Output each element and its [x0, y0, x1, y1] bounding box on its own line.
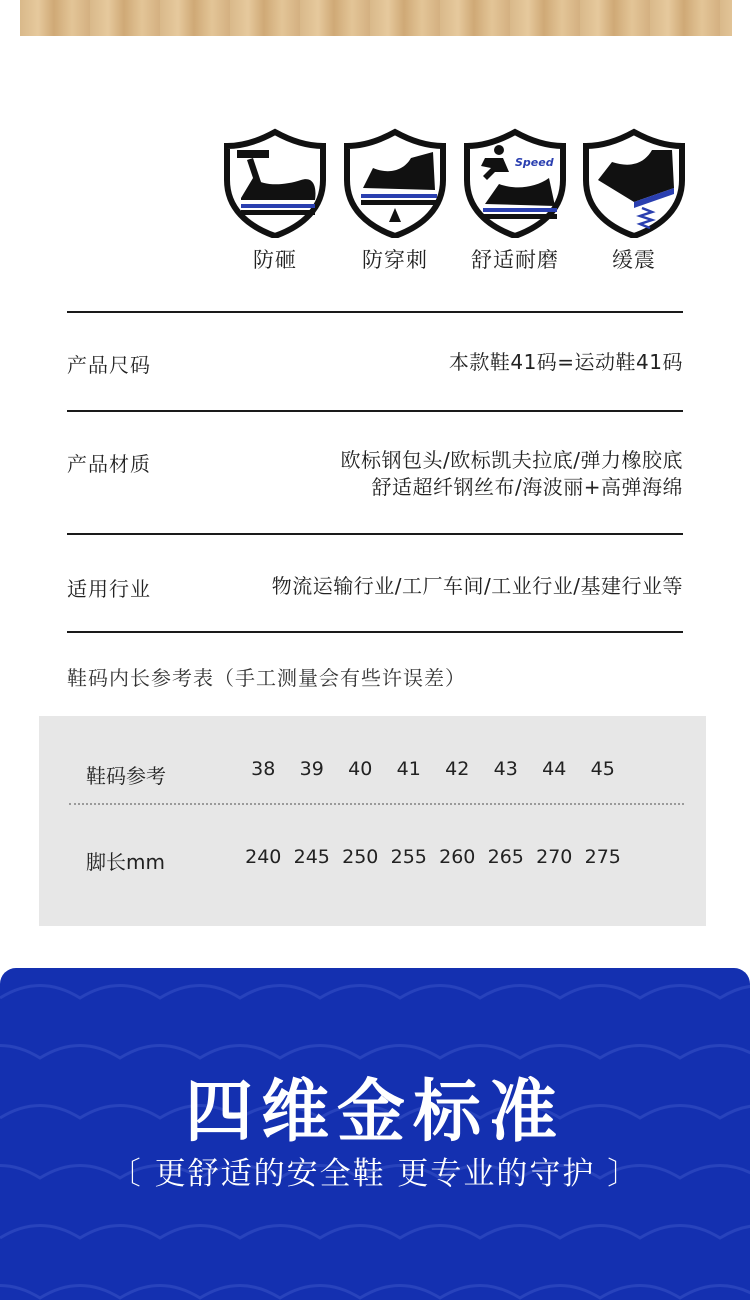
size-cell: 44 — [542, 758, 567, 780]
feature-comfort-wear — [455, 128, 575, 274]
divider — [67, 631, 683, 633]
spec-label-industry: 适用行业 — [67, 577, 151, 601]
speed-text: Speed — [515, 156, 554, 169]
size-cell: 38 — [251, 758, 276, 780]
divider — [67, 311, 683, 313]
feature-label: 缓震 — [612, 248, 656, 272]
spec-value-material — [341, 447, 683, 501]
feature-label: 舒适耐磨 — [471, 248, 559, 272]
foot-length-row-values — [239, 846, 627, 868]
length-cell: 245 — [293, 846, 330, 868]
four-dimension-banner — [0, 968, 750, 1300]
length-cell: 255 — [390, 846, 427, 868]
dotted-divider — [69, 803, 684, 805]
foot-length-row-label: 脚长mm — [86, 850, 165, 874]
comfort-wear-shield-icon — [463, 128, 567, 238]
length-cell: 240 — [245, 846, 282, 868]
size-cell: 42 — [445, 758, 470, 780]
spec-label-size: 产品尺码 — [67, 353, 151, 377]
length-cell: 275 — [584, 846, 621, 868]
banner-subtitle: 〔 更舒适的安全鞋 更专业的守护 〕 — [109, 1156, 641, 1192]
spec-value-line: 本款鞋41码=运动鞋41码 — [448, 350, 683, 374]
length-cell: 260 — [439, 846, 476, 868]
spec-value-line: 舒适超纤钢丝布/海波丽+高弹海绵 — [371, 475, 683, 499]
feature-label: 防砸 — [253, 248, 297, 272]
spec-value-industry — [272, 573, 683, 600]
spec-value-size — [449, 349, 683, 376]
shock-absorb-shield-icon — [582, 128, 686, 238]
divider — [67, 533, 683, 535]
size-row-label: 鞋码参考 — [86, 764, 166, 788]
size-cell: 39 — [299, 758, 324, 780]
size-row-values — [239, 758, 627, 780]
spec-label-material: 产品材质 — [67, 452, 151, 476]
feature-label: 防穿刺 — [362, 248, 428, 272]
feature-icons-row — [0, 128, 750, 288]
spec-value-line: 物流运输行业/工厂车间/工业行业/基建行业等 — [271, 574, 683, 598]
size-cell: 40 — [348, 758, 373, 780]
size-cell: 41 — [396, 758, 421, 780]
anti-puncture-shield-icon — [343, 128, 447, 238]
banner-title: 四维金标准 — [184, 1073, 565, 1152]
feature-anti-puncture — [335, 128, 455, 274]
length-cell: 250 — [342, 846, 379, 868]
feature-shock-absorb — [574, 128, 694, 274]
size-chart-table — [39, 716, 706, 926]
divider — [67, 410, 683, 412]
length-cell: 265 — [487, 846, 524, 868]
size-chart-caption: 鞋码内长参考表（手工测量会有些许误差） — [67, 666, 466, 690]
size-cell: 43 — [493, 758, 518, 780]
spec-value-line: 欧标钢包头/欧标凯夫拉底/弹力橡胶底 — [340, 448, 683, 472]
wood-texture-banner — [20, 0, 732, 36]
length-cell: 270 — [536, 846, 573, 868]
anti-smash-shield-icon — [223, 128, 327, 238]
size-cell: 45 — [590, 758, 615, 780]
feature-anti-smash — [215, 128, 335, 274]
